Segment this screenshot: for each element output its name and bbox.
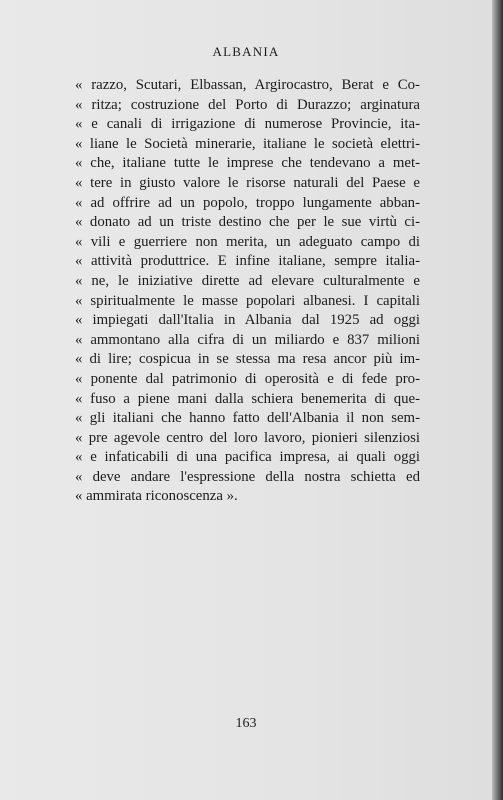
text-line: « deve andare l'espressione della nostra schietta ed [75, 468, 420, 485]
text-line: « di lire; cospicua in se stessa ma resa ancor più im- [75, 351, 420, 368]
text-line: « ne, le iniziative dirette ad elevare culturalmente e [75, 272, 420, 289]
book-spine-shadow [492, 0, 503, 800]
text-line: « e canali di irrigazione di numerose Provincie, ita- [75, 116, 420, 133]
text-line: « spiritualmente le masse popolari albanesi. I capitali [75, 292, 420, 309]
text-line: « che, italiane tutte le imprese che tendevano a met- [75, 155, 420, 172]
text-line: « impiegati dall'Italia in Albania dal 1925 ad oggi [75, 312, 420, 329]
text-line: « vili e guerriere non merita, un adeguato campo di [75, 233, 420, 250]
text-line: « razzo, Scutari, Elbassan, Argirocastro, Berat e Co- [75, 77, 420, 93]
text-line: « ammirata riconoscenza ». [75, 488, 238, 505]
text-line: « pre agevole centro del loro lavoro, pionieri silenziosi [75, 429, 420, 446]
text-line: « donato ad un triste destino che per le sue virtù ci- [75, 214, 420, 231]
text-line: « ritza; costruzione del Porto di Durazzo; arginatura [75, 96, 420, 113]
text-line: « e infaticabili di una pacifica impresa, ai quali oggi [75, 449, 420, 466]
text-line: « tere in giusto valore le risorse naturali del Paese e [75, 174, 420, 191]
text-line: « ammontano alla cifra di un miliardo e 837 milioni [75, 331, 420, 348]
text-line: « ad offrire ad un popolo, troppo lungamente abban- [75, 194, 420, 211]
text-line: « gli italiani che hanno fatto dell'Albania il non sem- [75, 410, 420, 427]
body-text [75, 76, 420, 507]
text-line: « ponente dal patrimonio di operosità e di fede pro- [75, 370, 420, 387]
running-head: ALBANIA [212, 44, 280, 59]
text-line: « attività produttrice. E infine italiane, sempre italia- [75, 253, 420, 270]
text-line: « liane le Società minerarie, italiane le società elettri- [75, 135, 420, 152]
page-number: 163 [235, 716, 257, 731]
text-line: « fuso a piene mani dalla schiera benemerita di que- [75, 390, 420, 407]
